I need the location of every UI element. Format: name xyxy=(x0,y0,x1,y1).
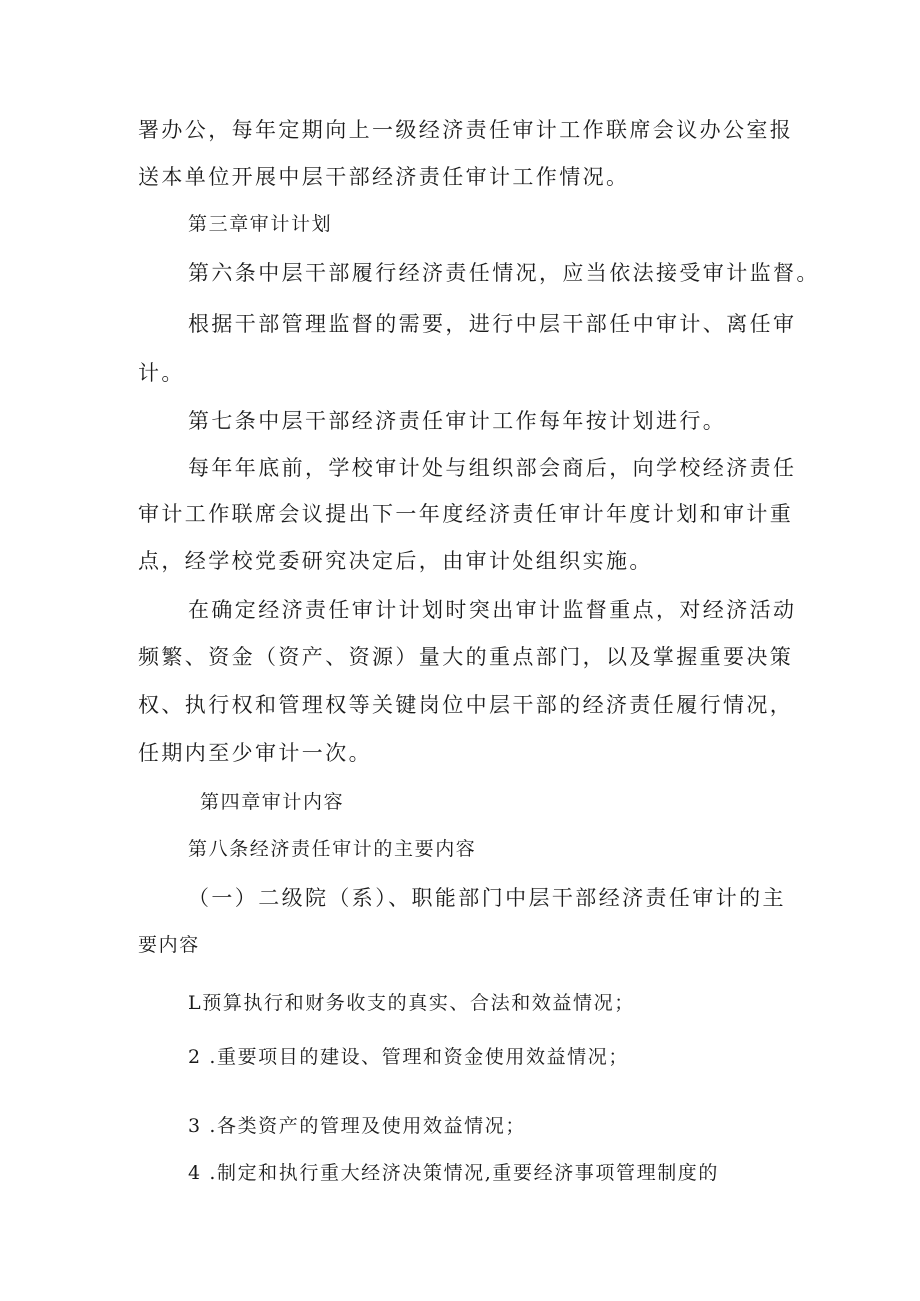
paragraph-line: 频繁、资金（资产、资源）量大的重点部门，以及掌握重要决策 xyxy=(138,645,794,669)
list-item: 3 .各类资产的管理及使用效益情况； xyxy=(188,1115,526,1137)
paragraph-line: 在确定经济责任审计计划时突出审计监督重点，对经济活动 xyxy=(188,598,797,622)
paragraph-line: 每年年底前，学校审计处与组织部会商后，向学校经济责任 xyxy=(188,456,797,480)
paragraph-line: （一）二级院（系）、职能部门中层干部经济责任审计的主 xyxy=(188,886,786,910)
chapter-heading: 第四章审计内容 xyxy=(200,791,345,813)
chapter-heading: 第三章审计计划 xyxy=(188,213,333,235)
paragraph-line: 根据干部管理监督的需要，进行中层干部任中审计、离任审 xyxy=(188,312,797,336)
list-item: 4 .制定和执行重大经济决策情况,重要经济事项管理制度的 xyxy=(188,1162,720,1184)
article-line: 第六条中层干部履行经济责任情况，应当依法接受审计监督。 xyxy=(188,261,820,285)
paragraph-line: 署办公，每年定期向上一级经济责任审计工作联席会议办公室报 xyxy=(138,118,794,142)
paragraph-line: 送本单位开展中层干部经济责任审计工作情况。 xyxy=(138,165,630,189)
paragraph-line: 任期内至少审计一次。 xyxy=(138,741,372,765)
article-line: 第七条中层干部经济责任审计工作每年按计划进行。 xyxy=(188,409,727,433)
paragraph-line: 计。 xyxy=(138,361,185,385)
paragraph-line: 点，经学校党委研究决定后，由审计处组织实施。 xyxy=(138,549,653,573)
paragraph-line: 审计工作联席会议提出下一年度经济责任审计年度计划和审计重 xyxy=(138,502,794,526)
list-item: 2 .重要项目的建设、管理和资金使用效益情况； xyxy=(188,1046,629,1068)
paragraph-line: 要内容 xyxy=(138,934,200,956)
list-item: L预算执行和财务收支的真实、合法和效益情况； xyxy=(188,992,635,1014)
paragraph-line: 权、执行权和管理权等关键岗位中层干部的经济责任履行情况， xyxy=(138,693,794,717)
article-line: 第八条经济责任审计的主要内容 xyxy=(188,838,477,860)
